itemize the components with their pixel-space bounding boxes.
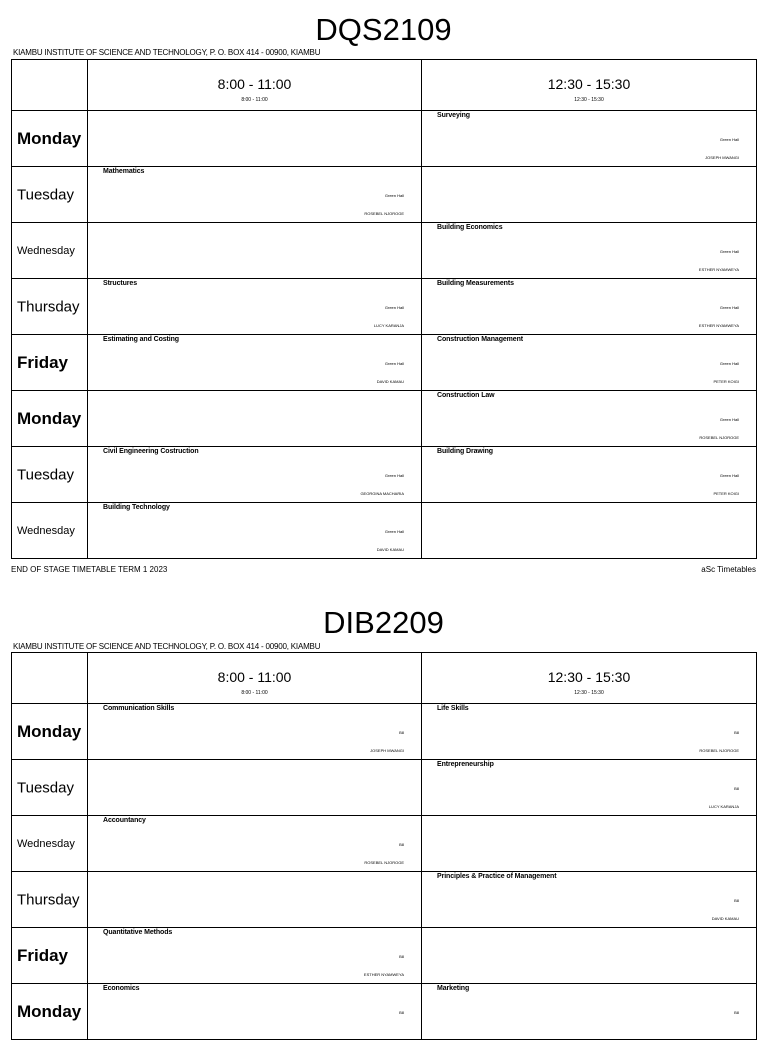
day-label: Wednesday xyxy=(17,524,75,537)
lesson-subject: Quantitative Methods xyxy=(103,929,173,936)
day-cell xyxy=(12,704,88,760)
day-cell xyxy=(12,760,88,816)
day-cell xyxy=(12,928,88,984)
lesson-cell-am xyxy=(88,872,422,928)
day-label: Wednesday xyxy=(17,244,75,257)
timetable-title: DQS2109 xyxy=(315,12,452,47)
lesson-room: B8 xyxy=(399,730,404,735)
lesson-subject: Construction Management xyxy=(437,336,523,343)
period-time: 8:00 - 11:00 xyxy=(217,669,292,685)
period-header-afternoon xyxy=(422,653,757,704)
lesson-room: B8 xyxy=(399,842,404,847)
lesson-teacher: ESTHER NYAMWEYA xyxy=(363,972,404,977)
timetable-title: DIB2209 xyxy=(323,605,444,640)
period-time-small: 12:30 - 15:30 xyxy=(574,690,604,696)
day-label: Tuesday xyxy=(17,186,74,203)
day-label: Monday xyxy=(17,721,82,741)
lesson-room: Green Hall xyxy=(384,473,404,478)
lesson-subject: Accountancy xyxy=(103,817,146,824)
lesson-room: Green Hall xyxy=(384,529,404,534)
day-cell xyxy=(12,872,88,928)
day-row xyxy=(12,928,757,984)
lesson-room: Green Hall xyxy=(719,417,739,422)
lesson-subject: Building Economics xyxy=(437,224,503,231)
lesson-teacher: JOSEPH MWANGI xyxy=(370,748,404,753)
lesson-room: B8 xyxy=(399,1010,404,1015)
lesson-subject: Building Measurements xyxy=(437,280,514,287)
lesson-room: B8 xyxy=(734,730,739,735)
lesson-subject: Construction Law xyxy=(437,392,495,399)
day-cell xyxy=(12,816,88,872)
lesson-room: B8 xyxy=(399,954,404,959)
lesson-cell-am xyxy=(88,928,422,984)
day-label: Monday xyxy=(17,128,82,148)
lesson-cell-pm xyxy=(422,984,757,1040)
lesson-teacher: ESTHER NYAMWEYA xyxy=(698,267,739,272)
lesson-teacher: ESTHER NYAMWEYA xyxy=(698,323,739,328)
day-label: Friday xyxy=(17,945,69,965)
timetable-dib2209 xyxy=(11,0,756,1024)
lesson-cell-am xyxy=(88,704,422,760)
lesson-room: Green Hall xyxy=(384,361,404,366)
lesson-subject: Communication Skills xyxy=(103,705,175,712)
lesson-teacher: PETER KOIGI xyxy=(713,491,739,496)
day-row xyxy=(12,760,757,816)
period-time-small: 8:00 - 11:00 xyxy=(241,690,268,696)
lesson-teacher: ROSEBEL NJOROGE xyxy=(699,748,739,753)
lesson-teacher: ROSEBEL NJOROGE xyxy=(699,435,739,440)
footer-left: END OF STAGE TIMETABLE TERM 1 2023 xyxy=(11,565,168,574)
lesson-room: Green Hall xyxy=(719,305,739,310)
lesson-subject: Entrepreneurship xyxy=(437,761,494,768)
lesson-subject: Building Technology xyxy=(103,504,170,511)
lesson-teacher: ROSEBEL NJOROGE xyxy=(364,860,404,865)
lesson-room: B8 xyxy=(734,786,739,791)
day-label: Monday xyxy=(17,1001,82,1021)
lesson-teacher: JOSEPH MWANGI xyxy=(705,155,739,160)
lesson-room: Green Hall xyxy=(384,305,404,310)
lesson-cell-pm xyxy=(422,760,757,816)
lesson-teacher: DAVID KAMAU xyxy=(376,547,404,552)
lesson-cell-am xyxy=(88,816,422,872)
lesson-subject: Surveying xyxy=(437,112,470,119)
footer-right: aSc Timetables xyxy=(701,565,756,574)
lesson-teacher: PETER KOIGI xyxy=(713,379,739,384)
day-label: Thursday xyxy=(17,891,80,908)
day-cell xyxy=(12,984,88,1040)
lesson-cell-am xyxy=(88,984,422,1040)
day-row xyxy=(12,984,757,1040)
day-label: Monday xyxy=(17,408,82,428)
lesson-room: B8 xyxy=(734,898,739,903)
header-row xyxy=(12,653,757,704)
lesson-cell-pm xyxy=(422,816,757,872)
lesson-teacher: DAVID KAMAU xyxy=(711,916,739,921)
lesson-room: Green Hall xyxy=(384,193,404,198)
corner-cell xyxy=(12,653,88,704)
lesson-cell-pm xyxy=(422,704,757,760)
lesson-cell-pm xyxy=(422,928,757,984)
lesson-teacher: DAVID KAMAU xyxy=(376,379,404,384)
lesson-cell-am xyxy=(88,760,422,816)
day-label: Friday xyxy=(17,352,69,372)
period-time-small: 12:30 - 15:30 xyxy=(574,97,604,103)
lesson-subject: Life Skills xyxy=(437,705,469,712)
lesson-subject: Estimating and Costing xyxy=(103,336,179,343)
period-time: 12:30 - 15:30 xyxy=(547,76,631,92)
day-label: Tuesday xyxy=(17,779,74,796)
day-label: Thursday xyxy=(17,298,80,315)
period-time-small: 8:00 - 11:00 xyxy=(241,97,268,103)
institution-header: KIAMBU INSTITUTE OF SCIENCE AND TECHNOLOGY, P. O. BOX 414 - 00900, KIAMBU xyxy=(13,642,321,651)
day-row xyxy=(12,816,757,872)
lesson-cell-pm xyxy=(422,872,757,928)
lesson-subject: Economics xyxy=(103,985,140,992)
day-label: Tuesday xyxy=(17,466,74,483)
institution-header: KIAMBU INSTITUTE OF SCIENCE AND TECHNOLOGY, P. O. BOX 414 - 00900, KIAMBU xyxy=(13,48,321,57)
day-row xyxy=(12,872,757,928)
lesson-subject: Building Drawing xyxy=(437,448,493,455)
day-label: Wednesday xyxy=(17,837,75,850)
lesson-room: Green Hall xyxy=(719,361,739,366)
period-time: 12:30 - 15:30 xyxy=(547,669,631,685)
lesson-subject: Structures xyxy=(103,280,138,287)
lesson-teacher: ROSEBEL NJOROGE xyxy=(364,211,404,216)
lesson-teacher: LUCY KARANJA xyxy=(373,323,404,328)
lesson-subject: Principles & Practice of Management xyxy=(437,873,557,880)
lesson-room: Green Hall xyxy=(719,137,739,142)
day-row xyxy=(12,704,757,760)
lesson-teacher: LUCY KARANJA xyxy=(708,804,739,809)
period-header-morning xyxy=(88,653,422,704)
lesson-room: Green Hall xyxy=(719,249,739,254)
lesson-room: Green Hall xyxy=(719,473,739,478)
lesson-room: B8 xyxy=(734,1010,739,1015)
period-time: 8:00 - 11:00 xyxy=(217,76,292,92)
lesson-subject: Mathematics xyxy=(103,168,145,175)
timetable-grid xyxy=(11,652,757,1040)
lesson-subject: Civil Engineering Costruction xyxy=(103,448,199,455)
lesson-subject: Marketing xyxy=(437,985,470,992)
lesson-teacher: GEORGINA MACHARIA xyxy=(360,491,404,496)
